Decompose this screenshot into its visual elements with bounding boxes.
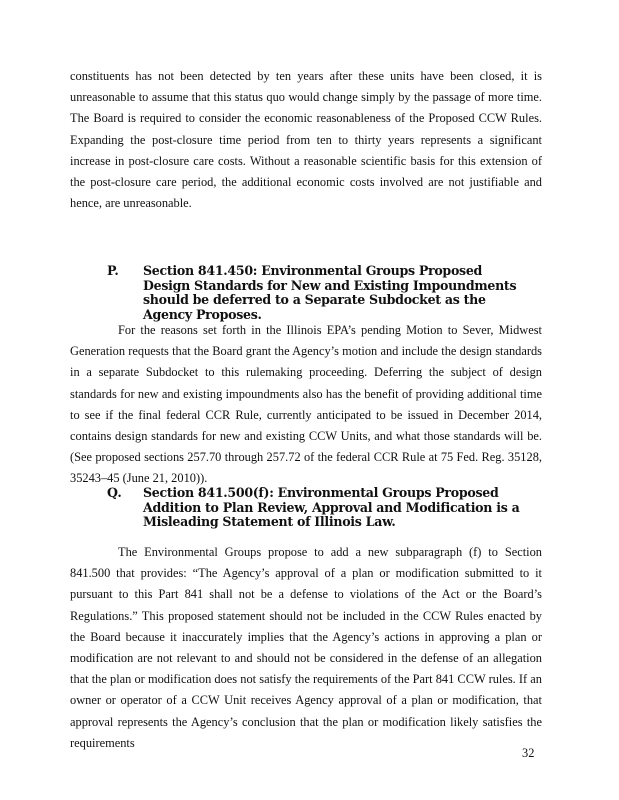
body-paragraph-continuation: constituents has not been detected by ten years after these units have been closed, it is unreasonable to assume that this status quo would change simply by the passage of more time. The Board is required to consider the economic reasonableness of the Proposed CCW Rules. Expanding the post-closure time period from ten to thirty years represents a significant increase in post-closure care costs. Without a reasonable scientific basis for this extension of the post-closure care period, the additional economic costs involved are not justifiable and hence, are unreasonable. — [70, 69, 542, 211]
heading-text: Section 841.450: Environmental Groups Proposed Design Standards for New and Existing Impoundments should be deferred to a Separate Subdocket as the Agency Proposes. — [143, 263, 517, 322]
heading-letter: Q. — [107, 485, 122, 500]
heading-letter: P. — [107, 263, 119, 278]
section-heading-q — [107, 486, 527, 530]
heading-text: Section 841.500(f): Environmental Groups Proposed Addition to Plan Review, Approval and Modification is a Misleading Statement of Illinois Law. — [143, 485, 520, 530]
section-heading-p — [107, 264, 527, 322]
body-paragraph: For the reasons set forth in the Illinois EPA’s pending Motion to Sever, Midwest Generation requests that the Board grant the Agency’s motion and include the design standards in a separate Subdocket to this rulemaking proceeding. Deferring the subject of design standards for new and existing impoundments also has the benefit of providing additional time to see if the final federal CCR Rule, currently anticipated to be issued in December 2014, contains design standards for new and existing CCW Units, and what those standards will be. (See proposed sections 257.70 through 257.72 of the federal CCR Rule at 75 Fed. Reg. 35128, 35243–45 (June 21, 2010)). — [70, 323, 542, 486]
page-number: 32 — [522, 746, 535, 760]
body-paragraph: The Environmental Groups propose to add a new subparagraph (f) to Section 841.500 that provides: “The Agency’s approval of a plan or modification submitted to it pursuant to this Part 841 shall not be a defense to violations of the Act or the Board’s Regulations.” This proposed statement should not be included in the CCW Rules enacted by the Board because it inaccurately implies that the Agency’s actions in approving a plan or modification are not relevant to and should not be considered in the defense of an allegation that the plan or modification does not satisfy the requirements of the Part 841 CCW rules. If an owner or operator of a CCW Unit receives Agency approval of a plan or modification, that approval represents the Agency’s conclusion that the plan or modification likely satisfies the requirements — [70, 545, 542, 750]
